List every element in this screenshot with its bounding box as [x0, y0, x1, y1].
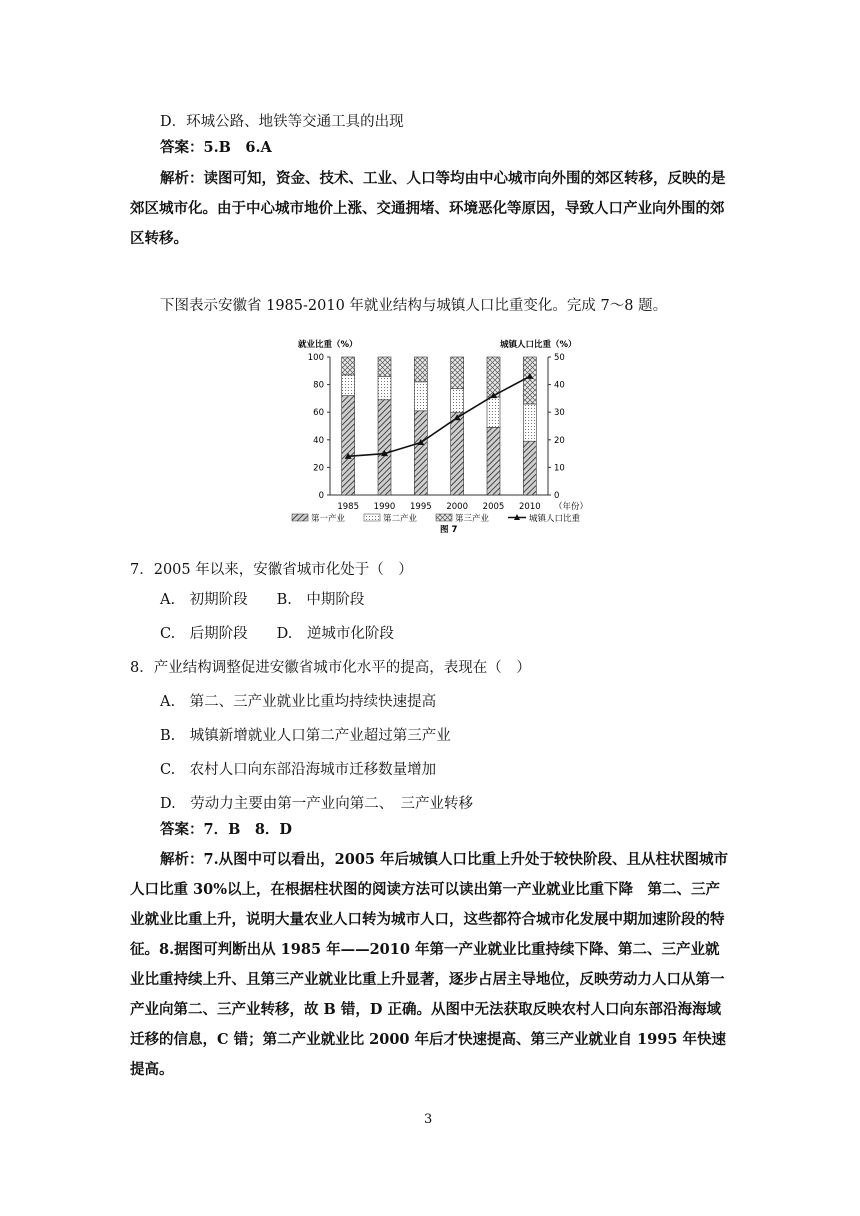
bar-secondary-industry: [414, 382, 427, 411]
bar-tertiary-industry: [523, 357, 536, 404]
x-tick-label: 1985: [337, 502, 359, 512]
x-axis-unit: （年份）: [554, 502, 589, 512]
legend-label: 城镇人口比重: [529, 514, 581, 524]
left-tick-label: 80: [313, 380, 324, 391]
right-tick-label: 30: [554, 408, 565, 419]
left-axis-title: 就业比重（%）: [298, 340, 358, 350]
question-8-stem: 8．产业结构调整促进安徽省城市化水平的提高，表现在（ ）: [130, 660, 531, 676]
legend-swatch: [292, 514, 308, 521]
bar-tertiary-industry: [342, 357, 355, 375]
left-tick-label: 20: [313, 463, 324, 474]
question-8-option-c: C. 农村人口向东部沿海城市迁移数量增加: [160, 762, 437, 778]
figure-caption: 图 7: [440, 525, 458, 535]
bar-tertiary-industry: [487, 357, 500, 397]
question-8-option-d: D. 劳动力主要由第一产业向第二、 三产业转移: [160, 796, 473, 812]
urban-population-line: [348, 376, 530, 456]
x-tick-label: 1995: [410, 502, 432, 512]
left-tick-label: 60: [313, 408, 324, 419]
left-tick-label: 100: [307, 353, 324, 363]
question-7-stem: 7．2005 年以来，安徽省城市化处于（ ）: [130, 562, 413, 578]
answer-line-2: 答案：7．B 8．D: [160, 821, 293, 838]
x-tick-label: 1990: [373, 502, 396, 512]
x-tick-label: 2010: [519, 502, 541, 512]
bar-primary-industry: [523, 441, 536, 495]
x-tick-label: 2000: [446, 502, 468, 512]
answer-line-1: 答案：5.B 6.A: [160, 139, 272, 156]
left-tick-label: 40: [313, 435, 324, 446]
chart-intro: 下图表示安徽省 1985-2010 年就业结构与城镇人口比重变化。完成 7～8 题。: [160, 298, 668, 314]
bar-primary-industry: [414, 411, 427, 495]
right-tick-label: 0: [554, 491, 560, 501]
bar-tertiary-industry: [378, 357, 391, 376]
legend-swatch: [436, 514, 452, 521]
bar-secondary-industry: [378, 376, 391, 399]
bar-secondary-industry: [451, 389, 464, 412]
right-tick-label: 20: [554, 435, 565, 446]
legend-label: 第二产业: [383, 514, 418, 524]
right-tick-label: 10: [554, 463, 565, 474]
bar-secondary-industry: [487, 397, 500, 427]
question-8-option-b: B. 城镇新增就业人口第二产业超过第三产业: [160, 728, 451, 744]
analysis-paragraph-2: 解析：7.从图中可以看出，2005 年后城镇人口比重上升处于较快阶段、且从柱状图城市人口比重 30%以上，在根据柱状图的阅读方法可以读出第一产业就业比重下降 第二、三产业就业比重上升，说明大量农业人口转为城市人口，这些都符合城市化发展中期加速阶段的特征。8.据图可判断出从 1985 年——2010 年第一产业就业比重持续下降、第二、三产业就业比重持续上升、且第三产业就业比重上升显著，逐步占居主导地位，反映劳动力人口从第一产业向第二、三产业转移，故 B 错，D 正确。从图中无法获取反映农村人口向东部沿海海域迁移的信息，C 错；第二产业就业比 2000 年后才快速提高、第三产业就业自 1995 年快速提高。: [130, 851, 729, 1078]
legend-label: 第三产业: [455, 514, 490, 524]
legend-swatch: [364, 514, 380, 521]
analysis-paragraph-1: 解析：读图可知，资金、技术、工业、人口等均由中心城市向外围的郊区转移，反映的是郊区城市化。由于中心城市地价上涨、交通拥堵、环境恶化等原因，导致人口产业向外围的郊区转移。: [130, 170, 726, 247]
bar-primary-industry: [342, 396, 355, 495]
right-tick-label: 40: [554, 380, 565, 391]
page-number: 3: [424, 1112, 433, 1127]
question-7-options-ab: A. 初期阶段 B. 中期阶段: [160, 592, 365, 608]
bar-tertiary-industry: [451, 357, 464, 389]
right-tick-label: 50: [554, 353, 565, 363]
bar-secondary-industry: [523, 404, 536, 441]
bar-primary-industry: [451, 412, 464, 495]
question-7-options-cd: C. 后期阶段 D. 逆城市化阶段: [160, 626, 394, 642]
right-axis-title: 城镇人口比重（%）: [500, 340, 577, 350]
bar-tertiary-industry: [414, 357, 427, 382]
option-d-line: D．环城公路、地铁等交通工具的出现: [160, 114, 404, 130]
bar-primary-industry: [378, 400, 391, 495]
left-tick-label: 0: [318, 491, 324, 501]
legend-label: 第一产业: [311, 514, 346, 524]
question-8-option-a: A. 第二、三产业就业比重均持续快速提高: [160, 694, 437, 710]
x-tick-label: 2005: [482, 502, 505, 512]
bar-primary-industry: [487, 427, 500, 495]
employment-urbanization-chart: [290, 335, 630, 535]
bar-secondary-industry: [342, 375, 355, 396]
